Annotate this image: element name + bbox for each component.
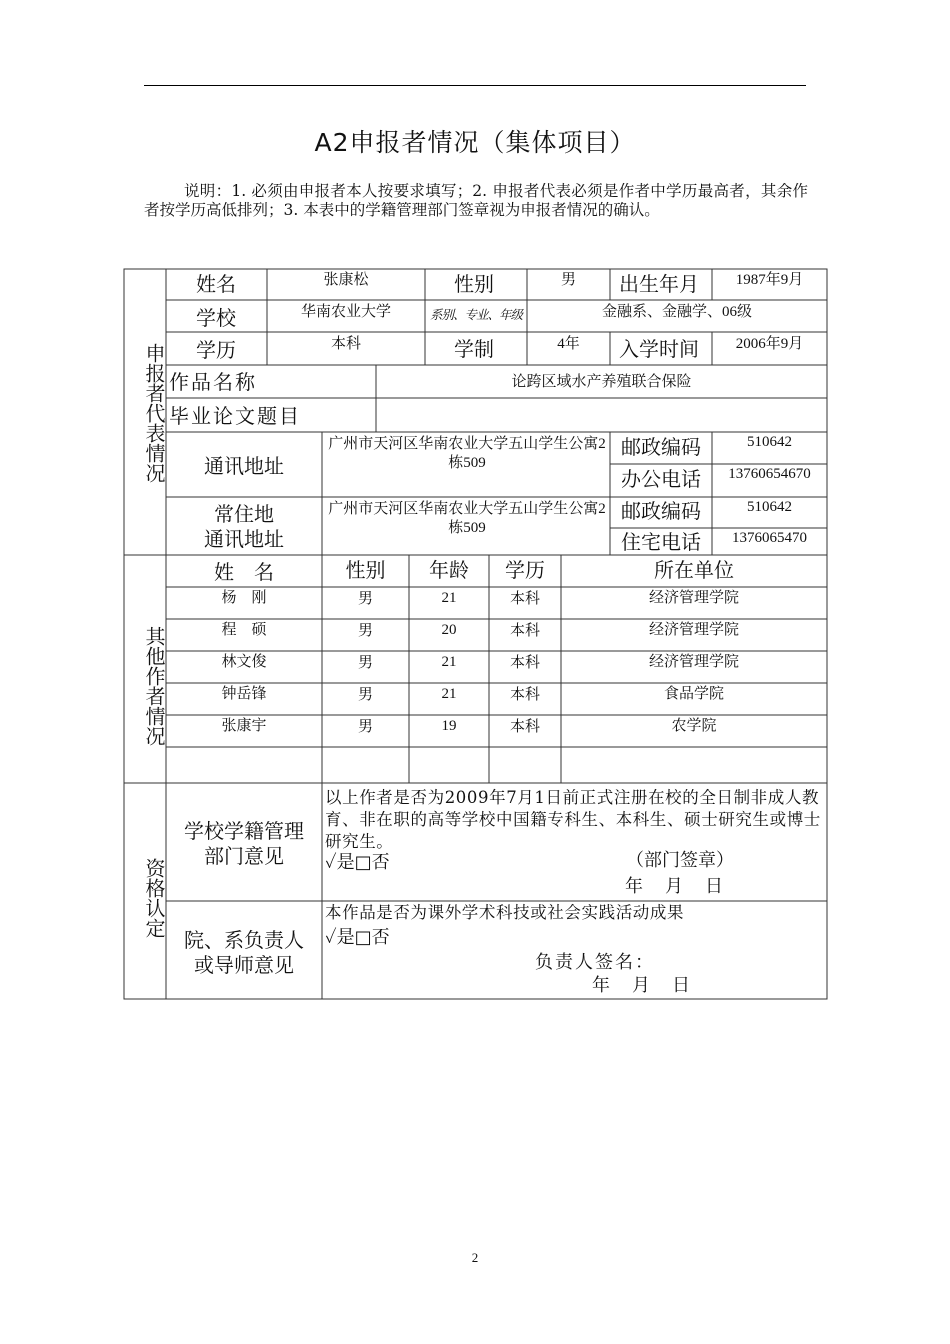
birth-label: 出生年月 bbox=[619, 272, 699, 296]
enroll-label: 入学时间 bbox=[619, 337, 699, 361]
postcode2-label: 邮政编码 bbox=[621, 499, 701, 523]
school-label: 学校 bbox=[196, 306, 236, 330]
table-cell: 男 bbox=[357, 687, 373, 703]
table-cell: 21 bbox=[441, 686, 457, 702]
table-cell: 农学院 bbox=[671, 718, 717, 734]
home-phone-value: 1376065470 bbox=[732, 530, 807, 546]
table-cell: 本科 bbox=[509, 687, 540, 703]
table-cell: 男 bbox=[357, 591, 373, 607]
table-cell: 男 bbox=[357, 655, 373, 671]
name-value: 张康松 bbox=[323, 272, 369, 288]
table-cell: 本科 bbox=[509, 655, 540, 671]
dept-opinion-label-2: 或导师意见 bbox=[194, 953, 294, 977]
qual-section-label: 资格认定 bbox=[142, 858, 166, 938]
table-cell: 经济管理学院 bbox=[648, 654, 739, 670]
thesis-title-label: 毕业论文题目 bbox=[169, 404, 301, 428]
dept-opinion-label-1: 院、系负责人 bbox=[184, 928, 304, 952]
office-phone-value: 13760654670 bbox=[728, 466, 811, 482]
dept-value: 金融系、金融学、06级 bbox=[601, 304, 752, 320]
postcode-label: 邮政编码 bbox=[621, 435, 701, 459]
table-cell: 经济管理学院 bbox=[648, 622, 739, 638]
page-number: 2 bbox=[471, 1250, 479, 1265]
school-value: 华南农业大学 bbox=[300, 304, 391, 320]
school-opinion-label-2: 部门意见 bbox=[204, 844, 284, 868]
postcode-value: 510642 bbox=[747, 434, 792, 450]
work-title-label: 作品名称 bbox=[169, 370, 257, 394]
edu-value: 本科 bbox=[330, 336, 361, 352]
table-cell: 男 bbox=[357, 719, 373, 735]
edu-label: 学历 bbox=[196, 338, 236, 362]
table-cell: 男 bbox=[357, 623, 373, 639]
table-cell: 食品学院 bbox=[663, 686, 724, 702]
dept-choice: ✓是□否 bbox=[325, 927, 390, 948]
duration-label: 学制 bbox=[454, 337, 494, 361]
home-address-label-1: 常住地 bbox=[214, 502, 274, 526]
others-header-gender: 性别 bbox=[345, 558, 386, 582]
page-title: A2申报者情况（集体项目） bbox=[314, 128, 636, 157]
table-cell: 本科 bbox=[509, 719, 540, 735]
table-cell: 程 硕 bbox=[221, 622, 267, 638]
name-label: 姓名 bbox=[196, 272, 236, 296]
address-label: 通讯地址 bbox=[204, 454, 284, 478]
others-header-age: 年龄 bbox=[429, 558, 469, 582]
school-choice: ✓是□否 bbox=[325, 852, 390, 873]
home-address-value: 广州市天河区华南农业大学五山学生公寓2栋509 bbox=[328, 501, 606, 536]
duration-value: 4年 bbox=[557, 336, 580, 352]
home-address-label-2: 通讯地址 bbox=[204, 527, 284, 551]
table-cell: 经济管理学院 bbox=[648, 590, 739, 606]
address-value: 广州市天河区华南农业大学五山学生公寓2栋509 bbox=[328, 436, 606, 471]
gender-value: 男 bbox=[560, 272, 576, 288]
table-cell: 19 bbox=[441, 718, 457, 734]
dept-opinion-text: 本作品是否为课外学术科技或社会实践活动成果 bbox=[325, 903, 685, 922]
dept-label: 系别、专业、年级 bbox=[430, 307, 523, 322]
table-cell: 本科 bbox=[509, 591, 540, 607]
table-cell: 林文俊 bbox=[221, 654, 267, 670]
table-cell: 本科 bbox=[509, 623, 540, 639]
home-phone-label: 住宅电话 bbox=[621, 530, 701, 554]
others-section-label: 其他作者情况 bbox=[142, 626, 166, 746]
enroll-value: 2006年9月 bbox=[735, 336, 804, 352]
rep-section-label: 申报者代表情况 bbox=[142, 343, 166, 483]
others-header-unit: 所在单位 bbox=[654, 558, 734, 582]
birth-value: 1987年9月 bbox=[735, 272, 804, 288]
postcode2-value: 510642 bbox=[747, 499, 792, 515]
gender-label: 性别 bbox=[454, 272, 494, 296]
dept-date: 年 月 日 bbox=[592, 975, 692, 996]
office-phone-label: 办公电话 bbox=[621, 467, 701, 491]
table-cell: 21 bbox=[441, 590, 457, 606]
others-header-name: 姓 名 bbox=[214, 560, 274, 584]
table-cell: 钟岳锋 bbox=[221, 686, 267, 702]
work-title-value: 论跨区域水产养殖联合保险 bbox=[511, 374, 692, 390]
table-cell: 20 bbox=[441, 622, 457, 638]
instructions-note: 说明：1. 必须由申报者本人按要求填写；2. 申报者代表必须是作者中学历最高者，其余作者按学历高低排列；3. 本表中的学籍管理部门签章视为申报者情况的确认。 bbox=[144, 182, 808, 219]
dept-signature: 负责人签名： bbox=[535, 952, 655, 973]
table-cell: 杨 刚 bbox=[221, 590, 267, 606]
school-opinion-text: 以上作者是否为2009年7月1日前正式注册在校的全日制非成人教育、非在职的高等学校中国籍专科生、本科生、硕士研究生或博士研究生。 bbox=[325, 788, 821, 851]
department-seal: （部门签章） bbox=[626, 850, 734, 871]
school-date: 年 月 日 bbox=[625, 876, 725, 897]
school-opinion-label-1: 学校学籍管理 bbox=[184, 819, 304, 843]
table-cell: 张康宇 bbox=[221, 718, 267, 734]
table-cell: 21 bbox=[441, 654, 457, 670]
others-header-edu: 学历 bbox=[505, 558, 545, 582]
